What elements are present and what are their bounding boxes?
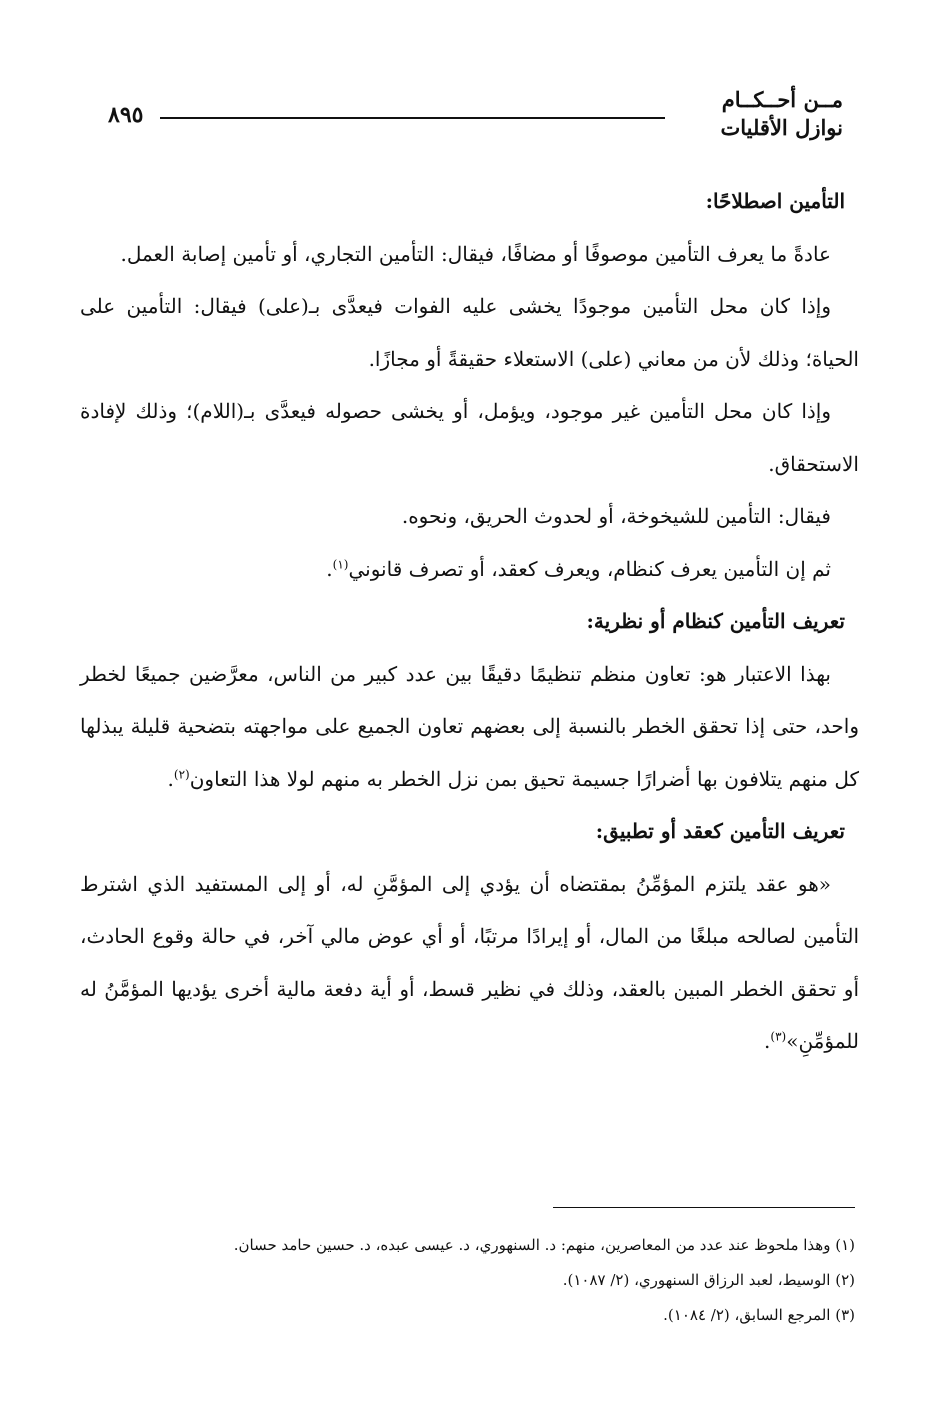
section-heading-contract: تعريف التأمين كعقد أو تطبيق: xyxy=(595,819,845,843)
paragraph-5-text: ثم إن التأمين يعرف كنظام، ويعرف كعقد، أو تصرف قانوني xyxy=(348,556,831,581)
paragraph-4 xyxy=(80,490,859,543)
paragraph-1: عادةً ما يعرف التأمين موصوفًا أو مضافًا، فيقال: التأمين التجاري، أو تأمين إصابة العمل. xyxy=(120,241,831,266)
footnote-2: (٢) الوسيط، لعبد الرزاق السنهوري، (٢/ ١٠٨٧). xyxy=(562,1271,855,1289)
book-title-line-2: نوازل الأقليات xyxy=(720,115,843,140)
paragraph-7 xyxy=(80,858,859,1068)
footnote-ref-3: (٣) xyxy=(770,1029,787,1044)
main-text xyxy=(80,175,859,1068)
paragraph-6 xyxy=(80,648,859,806)
page-number: ٨٩٥ xyxy=(108,102,144,128)
book-title-line-1: مــن أحــكــام xyxy=(721,87,843,112)
paragraph-7-end: . xyxy=(764,1029,771,1053)
footnote-ref-1: (١) xyxy=(332,556,349,571)
footnote-1: (١) وهذا ملحوظ عند عدد من المعاصرين، منهم: د. السنهوري، د. عيسى عبده، د. حسين حامد حسان. xyxy=(233,1236,855,1254)
paragraph-5-end: . xyxy=(326,556,333,581)
paragraph-2: وإذا كان محل التأمين موجودًا يخشى عليه الفوات فيعدَّى بـ(على) فيقال: التأمين على الحياة؛ وذلك لأن من معاني (على) الاستعلاء حقيقةً أو مجازًا. xyxy=(80,294,859,371)
section-heading-terminology: التأمين اصطلاحًا: xyxy=(705,189,845,213)
paragraph-3: وإذا كان محل التأمين غير موجود، ويؤمل، أو يخشى حصوله فيعدَّى بـ(اللام)؛ وذلك لإفادة الاستحقاق. xyxy=(80,399,859,476)
header-rule xyxy=(160,117,665,119)
footnote-separator xyxy=(553,1207,855,1208)
footnotes xyxy=(80,1228,855,1333)
footnote-ref-2: (٢) xyxy=(173,766,190,781)
paragraph-7-text: «هو عقد يلتزم المؤمِّنُ بمقتضاه أن يؤدي إلى المؤمَّنِ له، أو إلى المستفيد الذي اشترط التأمين لصالحه مبلغًا من المال، أو إيرادًا مرتبًا، أو أي عوض مالي آخر، في حالة وقوع الحادث، أو تحقق الخطر المبين بالعقد، وذلك في نظير قسط، أو أية دفعة مالية أخرى يؤديها المؤمَّنُ له للمؤمِّنِ» xyxy=(80,871,859,1053)
footnote-3: (٣) المرجع السابق، (٢/ ١٠٨٤). xyxy=(663,1306,855,1324)
section-heading-system: تعريف التأمين كنظام أو نظرية: xyxy=(586,609,845,633)
paragraph-4-text: فيقال: التأمين للشيخوخة، أو لحدوث الحريق، ونحوه. xyxy=(401,504,831,528)
running-header xyxy=(100,86,843,156)
book-title xyxy=(720,86,843,142)
paragraph-6-text: بهذا الاعتبار هو: تعاون منظم تنظيمًا دقيقًا بين عدد كبير من الناس، معرَّضين جميعًا لخطر واحد، حتى إذا تحقق الخطر بالنسبة إلى بعضهم تعاون الجميع على مواجهته بتضحية قليلة يبذلها كل منهم يتلافون بها أضرارًا جسيمة تحيق بمن نزل الخطر به منهم لولا هذا التعاون xyxy=(80,661,859,791)
paragraph-6-end: . xyxy=(167,766,174,791)
paragraph-5 xyxy=(80,543,859,596)
